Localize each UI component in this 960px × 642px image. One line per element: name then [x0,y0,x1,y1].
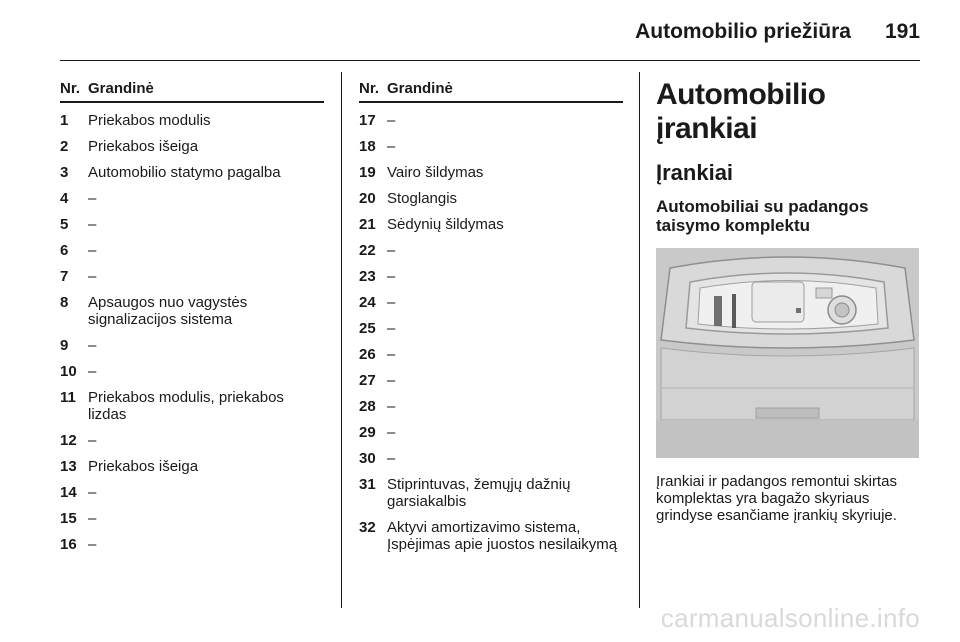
table-row [359,190,623,207]
table-row [60,190,324,207]
fuse-number: 19 [359,164,376,181]
fuse-number: 21 [359,216,376,233]
fuse-number: 15 [60,510,77,527]
fuse-circuit: – [387,424,396,441]
table-row [359,320,623,337]
fuse-number: 17 [359,112,376,129]
fuse-number: 31 [359,476,376,493]
fuse-circuit: – [88,337,97,354]
watermark: carmanualsonline.info [660,603,920,633]
table-row [359,372,623,389]
fuse-circuit: – [88,484,97,501]
fuse-circuit: Sėdynių šildymas [387,216,504,233]
table-row [359,450,623,467]
table-row [359,519,623,553]
fuse-circuit: – [88,510,97,527]
page-header [60,14,920,50]
fuse-circuit: Priekabos modulis, priekabos lizdas [88,389,284,423]
fuse-number: 1 [60,112,69,129]
fuse-circuit: Automobilio statymo pagalba [88,164,281,181]
fuse-circuit: – [88,536,97,553]
fuse-number: 13 [60,458,77,475]
section-title: Automobilio įrankiai [656,78,826,145]
fuse-number: 3 [60,164,69,181]
table-row [60,164,324,181]
column-divider-1 [341,72,342,608]
fuse-number: 22 [359,242,376,259]
fuse-circuit: Stiprintuvas, žemųjų dažnių garsiakalbis [387,476,571,510]
table-row [60,337,324,354]
fuse-number: 26 [359,346,376,363]
table-row [60,112,324,129]
fuse-circuit: – [88,216,97,233]
table-header [359,78,623,103]
fuse-number: 9 [60,337,69,354]
fuse-circuit: – [387,268,396,285]
fuse-number: 24 [359,294,376,311]
table-row [359,268,623,285]
page-header-title: Automobilio priežiūra [635,20,851,43]
table-row [359,398,623,415]
fuse-circuit: – [88,363,97,380]
column-divider-2 [639,72,640,608]
fuse-circuit: – [387,242,396,259]
table-row [60,484,324,501]
table-row [60,510,324,527]
table-row [60,216,324,233]
table-row [359,112,623,129]
fuse-circuit: Vairo šildymas [387,164,484,181]
fuse-number: 2 [60,138,69,155]
fuse-circuit: – [88,268,97,285]
fuse-number: 30 [359,450,376,467]
fuse-circuit: – [387,320,396,337]
fuse-circuit: – [88,242,97,259]
fuse-circuit: Apsaugos nuo vagystės signalizacijos sistema [88,294,248,328]
table-row [60,458,324,475]
fuse-number: 5 [60,216,69,233]
fuse-circuit: Stoglangis [387,190,458,207]
fuse-circuit: Priekabos išeiga [88,458,199,475]
table-row [60,389,324,423]
fuse-table-column-2 [359,78,623,553]
fuse-circuit: – [387,398,396,415]
section-subtitle: Įrankiai [656,160,734,185]
table-row [60,268,324,285]
fuse-number: 12 [60,432,77,449]
table-row [60,242,324,259]
fuse-circuit: – [387,294,396,311]
tools-section [656,78,920,524]
fuse-number: 6 [60,242,69,259]
fuse-circuit: – [387,112,396,129]
header-nr: Nr. [60,80,81,97]
fuse-number: 4 [60,190,69,207]
section-body: Įrankiai ir padangos remontui skirtas komplektas yra bagažo skyriaus grindyse esančiame įrankių skyriuje. [656,473,897,524]
fuse-circuit: – [387,372,396,389]
fuse-circuit: – [387,138,396,155]
tool-compartment-illustration [656,248,919,458]
fuse-number: 27 [359,372,376,389]
table-row [60,432,324,449]
page-number: 191 [884,20,920,43]
fuse-circuit: Priekabos išeiga [88,138,199,155]
table-rows [359,112,623,553]
header-nr: Nr. [359,80,380,97]
fuse-number: 10 [60,363,77,380]
table-row [359,242,623,259]
fuse-circuit: – [387,346,396,363]
fuse-number: 18 [359,138,376,155]
fuse-number: 29 [359,424,376,441]
table-header [60,78,324,103]
table-row [60,294,324,328]
table-row [60,536,324,553]
table-row [60,138,324,155]
fuse-number: 16 [60,536,77,553]
header-circuit: Grandinė [88,80,154,97]
fuse-table-column-1 [60,78,324,553]
table-row [359,346,623,363]
fuse-number: 25 [359,320,376,337]
fuse-circuit: – [88,432,97,449]
fuse-number: 14 [60,484,77,501]
header-divider [60,60,920,61]
table-row [359,138,623,155]
section-subsubtitle: Automobiliai su padangos taisymo komplektu [656,197,869,235]
fuse-circuit: – [88,190,97,207]
table-row [359,476,623,510]
tool-compartment-icon [656,248,919,458]
fuse-circuit: Priekabos modulis [88,112,211,129]
table-rows [60,112,324,553]
fuse-number: 11 [60,389,76,406]
fuse-number: 32 [359,519,376,536]
table-row [359,424,623,441]
fuse-number: 8 [60,294,69,311]
fuse-number: 20 [359,190,376,207]
fuse-number: 28 [359,398,376,415]
table-row [60,363,324,380]
table-row [359,164,623,181]
fuse-circuit: Aktyvi amortizavimo sistema, Įspėjimas apie juostos nesilaikymą [387,519,618,553]
fuse-circuit: – [387,450,396,467]
header-circuit: Grandinė [387,80,453,97]
table-row [359,216,623,233]
fuse-number: 7 [60,268,69,285]
fuse-number: 23 [359,268,376,285]
table-row [359,294,623,311]
